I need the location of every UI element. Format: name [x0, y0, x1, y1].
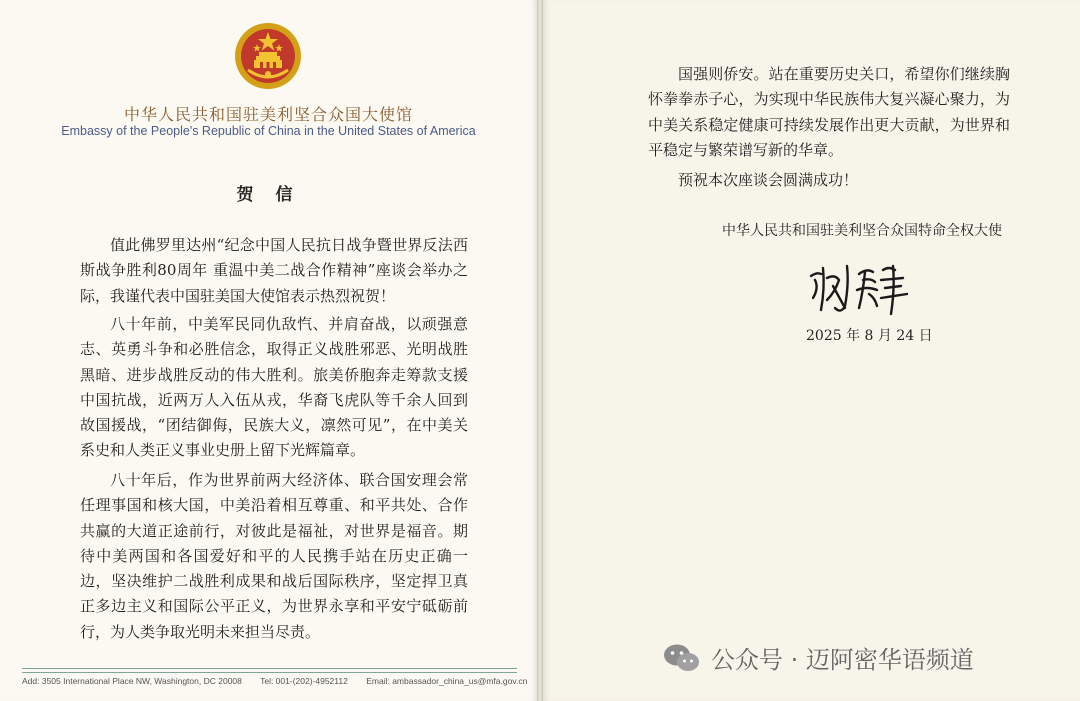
letter-title: 贺 信 [236, 185, 301, 205]
letter-date: 2025 年 8 月 24 日 [806, 328, 933, 344]
letter-paragraph [648, 168, 1010, 193]
embassy-name-english: Embassy of the People's Republic of China in the United States of America [61, 124, 476, 138]
paragraph-text: 八十年前，中美军民同仇敌忾、并肩奋战，以顽强意志、英勇斗争和必胜信念，取得正义战胜邪恶、光明战胜黑暗、进步战胜反动的伟大胜利。旅美侨胞奔走筹款支援中国抗战，近两万人入伍从戎，华裔飞虎队等千余人回到故国援战，“团结御侮，民族大义，凛然可见”，在中美关系史和人类正义事业史册上留下光辉篇章。 [80, 315, 468, 460]
signer-title: 中华人民共和国驻美利坚合众国特命全权大使 [722, 223, 1002, 239]
paragraph-text: 预祝本次座谈会圆满成功！ [678, 171, 859, 189]
footer-divider [22, 668, 517, 669]
watermark [663, 640, 974, 675]
paragraph-text: 国强则侨安。站在重要历史关口，希望你们继续胸怀拳拳赤子心，为实现中华民族伟大复兴凝心聚力，为中美关系稳定健康可持续发展作出更大贡献，为世界和平稳定与繁荣谱写新的华章。 [648, 65, 1010, 159]
handwritten-signature [805, 258, 915, 320]
letterhead-footer [22, 676, 528, 686]
watermark-text: 公众号 · 迈阿密华语频道 [711, 646, 974, 674]
letter-page-right [543, 0, 1080, 701]
national-emblem-icon [234, 22, 302, 90]
embassy-name-chinese: 中华人民共和国驻美利坚合众国大使馆 [123, 105, 413, 124]
footer-address: Add: 3505 International Place NW, Washington, DC 20008 [22, 676, 242, 686]
letter-page-left [0, 0, 537, 701]
letter-paragraph [80, 468, 468, 645]
wechat-icon [663, 643, 701, 673]
footer-email: Email: ambassador_china_us@mfa.gov.cn [366, 676, 528, 686]
letter-paragraph [80, 233, 468, 309]
paragraph-text: 八十年后，作为世界前两大经济体、联合国安理会常任理事国和核大国，中美沿着相互尊重、和平共处、合作共赢的大道正途前行，对彼此是福祉，对世界是福音。期待中美两国和各国爱好和平的人民携手站在历史正确一边，坚决维护二战胜利成果和战后国际秩序，坚定捍卫真正多边主义和国际公平正义，为世界永享和平安宁砥砺前行，为人类争取光明未来担当尽责。 [80, 471, 468, 641]
footer-tel: Tel: 001-(202)-4952112 [260, 676, 348, 686]
letter-paragraph [648, 62, 1010, 163]
paragraph-text: 值此佛罗里达州“纪念中国人民抗日战争暨世界反法西斯战争胜利80周年 重温中美二战合作精神”座谈会举办之际，我谨代表中国驻美国大使馆表示热烈祝贺！ [80, 236, 468, 305]
footer-divider [22, 672, 517, 673]
letter-paragraph [80, 312, 468, 464]
